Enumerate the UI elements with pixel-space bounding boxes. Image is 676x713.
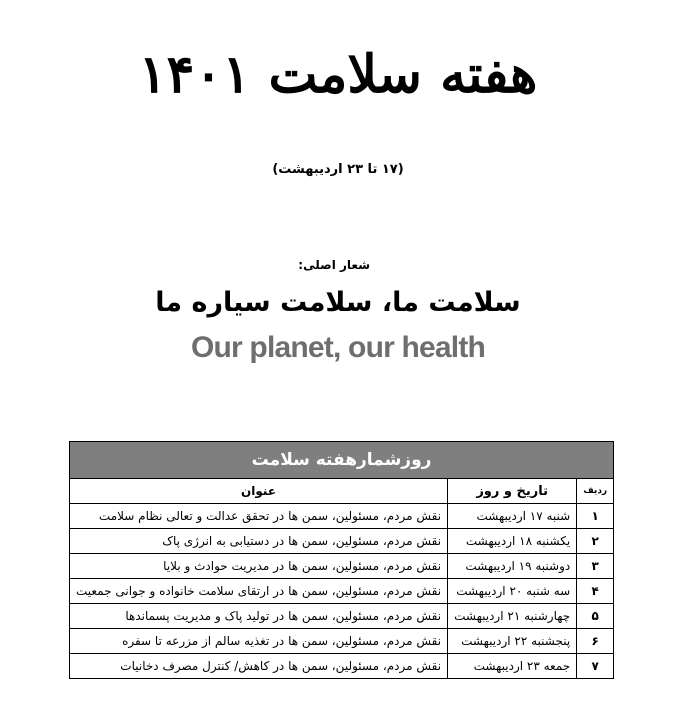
row-subject: نقش مردم، مسئولین، سمن ها در کاهش/ کنترل مصرف دخانیات: [70, 654, 448, 679]
page-title: هفته سلامت ۱۴۰۱: [138, 44, 538, 105]
table-row: [70, 604, 614, 629]
table-row: [70, 554, 614, 579]
row-subject: نقش مردم، مسئولین، سمن ها در ارتقای سلامت خانواده و جوانی جمعیت: [70, 579, 448, 604]
row-date: چهارشنبه ۲۱ اردیبهشت: [448, 604, 577, 629]
row-subject: نقش مردم، مسئولین، سمن ها در مدیریت حوادث و بلایا: [70, 554, 448, 579]
row-date: سه شنبه ۲۰ اردیبهشت: [448, 579, 577, 604]
header-date: تاریخ و روز: [448, 479, 577, 504]
row-number: ۴: [577, 579, 614, 604]
row-subject: نقش مردم، مسئولین، سمن ها در تغذیه سالم از مزرعه تا سفره: [70, 629, 448, 654]
date-range: (۱۷ تا ۲۳ اردیبهشت): [272, 162, 404, 177]
row-number: ۶: [577, 629, 614, 654]
header-row-number: ردیف: [577, 479, 614, 504]
row-subject: نقش مردم، مسئولین، سمن ها در تولید پاک و مدیریت پسماندها: [70, 604, 448, 629]
table-row: [70, 629, 614, 654]
table-title: روزشمارهفته سلامت: [70, 442, 614, 479]
row-date: شنبه ۱۷ اردیبهشت: [448, 504, 577, 529]
table-row: [70, 579, 614, 604]
row-number: ۷: [577, 654, 614, 679]
table-title-row: [70, 442, 614, 479]
header-subject: عنوان: [70, 479, 448, 504]
row-number: ۱: [577, 504, 614, 529]
row-date: جمعه ۲۳ اردیبهشت: [448, 654, 577, 679]
schedule-table: [69, 441, 614, 679]
row-date: پنجشنبه ۲۲ اردیبهشت: [448, 629, 577, 654]
table-row: [70, 654, 614, 679]
row-date: دوشنبه ۱۹ اردیبهشت: [448, 554, 577, 579]
row-date: یکشنبه ۱۸ اردیبهشت: [448, 529, 577, 554]
slogan-persian: سلامت ما، سلامت سیاره ما: [155, 287, 521, 318]
slogan-label: شعار اصلی:: [298, 258, 370, 272]
row-number: ۲: [577, 529, 614, 554]
row-subject: نقش مردم، مسئولین، سمن ها در دستیابی به انرژی پاک: [70, 529, 448, 554]
row-number: ۳: [577, 554, 614, 579]
table-header-row: [70, 479, 614, 504]
table-row: [70, 529, 614, 554]
table-row: [70, 504, 614, 529]
row-number: ۵: [577, 604, 614, 629]
row-subject: نقش مردم، مسئولین، سمن ها در تحقق عدالت و تعالی نظام سلامت: [70, 504, 448, 529]
slogan-english: Our planet, our health: [190, 331, 486, 364]
